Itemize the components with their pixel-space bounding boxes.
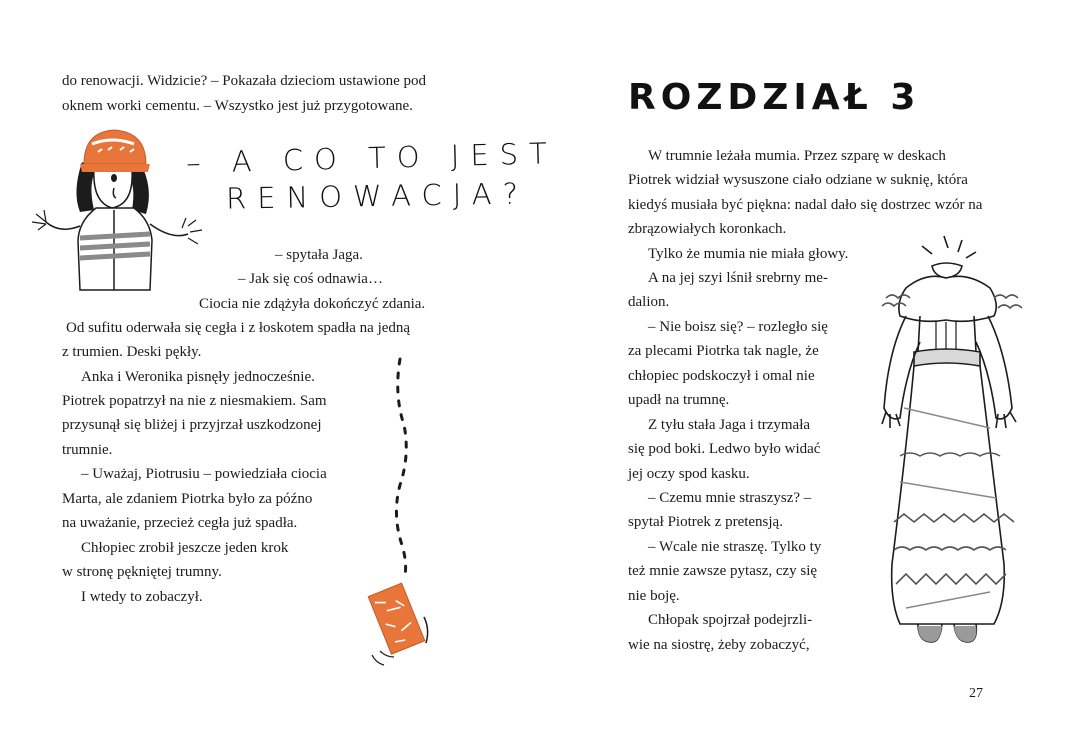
text-line: – Czemu mnie straszysz? – [648,490,812,506]
text-line: Chłopiec zrobił jeszcze jeden krok [81,540,289,556]
text-line: oknem worki cementu. – Wszystko jest już przygotowane. [62,98,413,114]
text-line: też mnie zawsze pytasz, czy się [628,563,818,579]
text-line: – spytała Jaga. [275,247,363,263]
text-line: chłopiec podskoczył i omal nie [628,368,815,384]
text-line: zbrązowiałych koronkach. [628,221,787,237]
text-line: A na jej szyi lśnił srebrny me- [648,270,828,286]
text-line: Piotrek popatrzył na nie z niesmakiem. Sam [62,393,327,409]
handwritten-question-line: – A CO TO JEST [185,136,559,180]
text-line: jej oczy spod kasku. [628,466,750,482]
text-line: nie boję. [628,588,680,604]
headless-mummy-dress-illustration [866,232,1032,652]
text-line: – Nie boisz się? – rozległo się [648,319,828,335]
text-line: trumnie. [62,442,113,458]
page-number: 27 [969,686,983,701]
text-line: dalion. [628,294,670,310]
text-line: za plecami Piotrka tak nagle, że [628,343,819,359]
text-line: Od sufitu oderwała się cegła i z łoskotem spadła na jedną [66,320,411,336]
girl-with-helmet-illustration [22,122,202,292]
text-line: – Jak się coś odnawia… [238,271,383,287]
text-line: z trumien. Deski pękły. [62,344,202,360]
text-line: Tylko że mumia nie miała głowy. [648,246,849,262]
falling-brick-illustration [360,355,440,675]
text-line: upadł na trumnę. [628,392,730,408]
text-line: do renowacji. Widzicie? – Pokazała dzieciom ustawione pod [62,73,426,89]
text-line: Chłopak spojrzał podejrzli- [648,612,813,628]
text-line: W trumnie leżała mumia. Przez szparę w deskach [648,148,946,164]
text-line: – Uważaj, Piotrusiu – powiedziała ciocia [81,466,327,482]
text-line: Piotrek widział wysuszone ciało odziane w suknię, która [628,172,968,188]
text-line: wie na siostrę, żeby zobaczyć, [628,637,810,653]
handwritten-question-line: RENOWACJA? [225,176,530,216]
text-line: – Wcale nie straszę. Tylko ty [648,539,822,555]
text-line: spytał Piotrek z pretensją. [628,514,783,530]
text-line: Marta, ale zdaniem Piotrka było za późno [62,491,313,507]
text-line: się pod boki. Ledwo było widać [628,441,821,457]
chapter-title: ROZDZIAŁ 3 [628,77,921,118]
text-line: Ciocia nie zdążyła dokończyć zdania. [199,296,426,312]
text-line: na uważanie, przecież cegła już spadła. [62,515,298,531]
text-line: kiedyś musiała być piękna: nadal dało się dostrzec wzór na [628,197,983,213]
text-line: Anka i Weronika pisnęły jednocześnie. [81,369,315,385]
text-line: w stronę pękniętej trumny. [62,564,222,580]
text-line: I wtedy to zobaczył. [81,589,203,605]
text-line: Z tyłu stała Jaga i trzymała [648,417,811,433]
text-line: przysunął się bliżej i przyjrzał uszkodzonej [62,417,322,433]
